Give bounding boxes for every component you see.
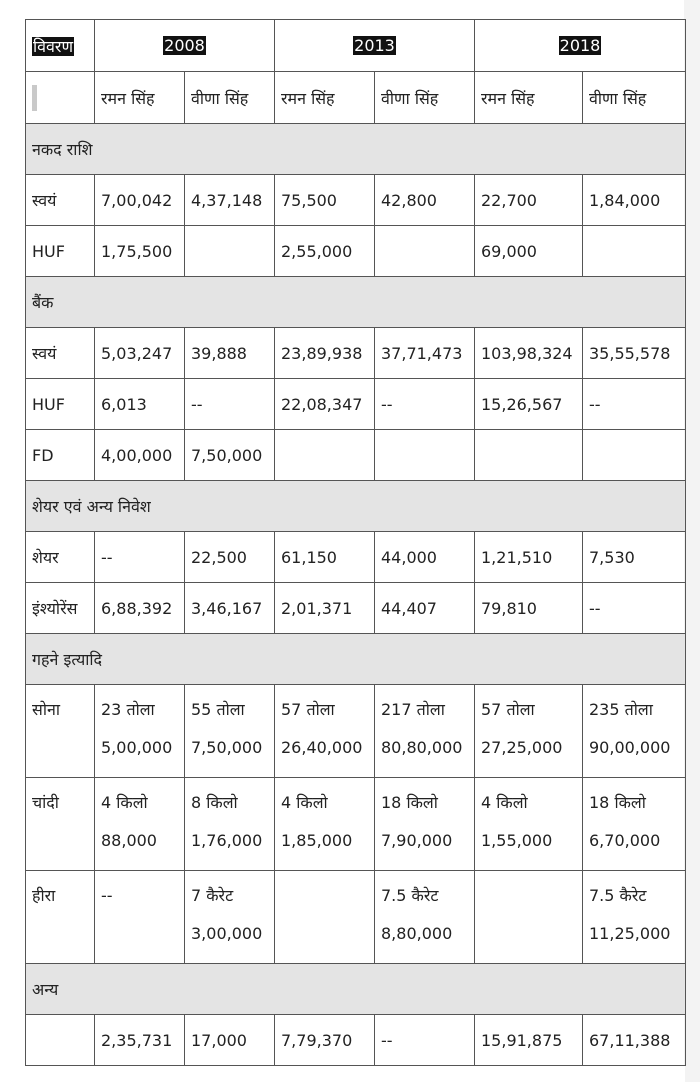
quantity-text: 7.5 कैरेट [589,886,647,905]
value-cell: 23,89,938 [275,328,375,379]
amount-text: 3,00,000 [191,924,263,943]
value-cell: 7,79,370 [275,1015,375,1066]
amount-text: 5,00,000 [101,738,173,757]
name-cell: वीणा सिंह [583,72,686,124]
value-cell [375,430,475,481]
value-cell: 22,08,347 [275,379,375,430]
value-cell [583,430,686,481]
section-title: अन्य [26,964,686,1015]
value-cell [375,871,475,964]
year-label: 2013 [354,36,395,55]
table-row [26,1015,686,1066]
asset-table [25,19,686,1066]
quantity-text: -- [101,886,113,905]
value-cell: 6,013 [95,379,185,430]
value-cell [583,778,686,871]
table-row [26,328,686,379]
year-2018-cell [475,20,686,72]
value-cell: -- [583,583,686,634]
amount-text: 8,80,000 [381,924,453,943]
name-cell: रमन सिंह [475,72,583,124]
value-cell: 1,75,500 [95,226,185,277]
amount-text: 90,00,000 [589,738,671,757]
table-row [26,226,686,277]
quantity-text: 235 तोला [589,700,653,719]
quantity-text: 217 तोला [381,700,445,719]
value-cell: 7,00,042 [95,175,185,226]
header-row-names [26,72,686,124]
bottom-spacer [25,1066,685,1082]
value-cell: 2,55,000 [275,226,375,277]
amount-text: 6,70,000 [589,831,661,850]
amount-text: 27,25,000 [481,738,563,757]
value-cell [95,778,185,871]
header-label: विवरण [33,36,74,56]
row-label: चांदी [26,778,95,871]
table-row [26,583,686,634]
value-cell: 2,35,731 [95,1015,185,1066]
value-cell: -- [185,379,275,430]
value-cell [275,685,375,778]
row-label: हीरा [26,871,95,964]
value-cell [375,778,475,871]
value-cell: 39,888 [185,328,275,379]
quantity-text: 4 किलो [481,793,528,812]
value-cell: 42,800 [375,175,475,226]
value-cell [583,685,686,778]
value-cell: 2,01,371 [275,583,375,634]
value-cell [475,778,583,871]
section-title: नकद राशि [26,124,686,175]
row-label: स्वयं [26,328,95,379]
row-label: FD [26,430,95,481]
value-cell: -- [583,379,686,430]
row-marker-icon [32,85,37,111]
value-cell: 17,000 [185,1015,275,1066]
value-cell [475,430,583,481]
quantity-text: 18 किलो [381,793,438,812]
table-row [26,778,686,871]
row-label: इंश्योरेंस [26,583,95,634]
value-cell: 75,500 [275,175,375,226]
value-cell: 4,00,000 [95,430,185,481]
value-cell [275,871,375,964]
section-title: गहने इत्यादि [26,634,686,685]
year-2008-cell [95,20,275,72]
quantity-text: 57 तोला [281,700,335,719]
value-cell [185,778,275,871]
value-cell [375,685,475,778]
year-2013-cell [275,20,475,72]
value-cell [583,226,686,277]
amount-text: 7,50,000 [191,738,263,757]
name-cell: वीणा सिंह [185,72,275,124]
section-row [26,481,686,532]
value-cell: 37,71,473 [375,328,475,379]
header-label-cell [26,20,95,72]
value-cell: 79,810 [475,583,583,634]
value-cell: 5,03,247 [95,328,185,379]
table-row [26,379,686,430]
value-cell: -- [375,379,475,430]
value-cell: 15,91,875 [475,1015,583,1066]
row-label [26,1015,95,1066]
value-cell: 67,11,388 [583,1015,686,1066]
table-row [26,430,686,481]
quantity-text: 18 किलो [589,793,646,812]
name-cell: वीणा सिंह [375,72,475,124]
value-cell: -- [375,1015,475,1066]
right-margin [684,0,700,1082]
section-title: बैंक [26,277,686,328]
value-cell: 1,84,000 [583,175,686,226]
amount-text: 1,76,000 [191,831,263,850]
row-label: सोना [26,685,95,778]
value-cell [185,226,275,277]
value-cell: 4,37,148 [185,175,275,226]
value-cell: 6,88,392 [95,583,185,634]
year-label: 2008 [164,36,205,55]
value-cell: 15,26,567 [475,379,583,430]
marker-cell [26,72,95,124]
row-label: HUF [26,379,95,430]
section-title: शेयर एवं अन्य निवेश [26,481,686,532]
value-cell [95,871,185,964]
value-cell [185,685,275,778]
amount-text: 80,80,000 [381,738,463,757]
year-label: 2018 [559,36,601,55]
quantity-text: 4 किलो [101,793,148,812]
value-cell: 103,98,324 [475,328,583,379]
table-row [26,532,686,583]
table-row [26,871,686,964]
amount-text: 11,25,000 [589,924,671,943]
table-row [26,685,686,778]
amount-text: 7,90,000 [381,831,453,850]
value-cell: 7,530 [583,532,686,583]
value-cell [375,226,475,277]
row-label: HUF [26,226,95,277]
value-cell [185,871,275,964]
value-cell: 1,21,510 [475,532,583,583]
value-cell [583,871,686,964]
section-row [26,634,686,685]
value-cell: 22,500 [185,532,275,583]
header-row-years [26,20,686,72]
value-cell [475,871,583,964]
quantity-text: 55 तोला [191,700,245,719]
value-cell: 44,000 [375,532,475,583]
value-cell: 22,700 [475,175,583,226]
value-cell [275,430,375,481]
value-cell [275,778,375,871]
row-label: स्वयं [26,175,95,226]
table-row [26,175,686,226]
quantity-text: 7 कैरेट [191,886,234,905]
quantity-text: 7.5 कैरेट [381,886,439,905]
value-cell: -- [95,532,185,583]
section-row [26,277,686,328]
value-cell: 69,000 [475,226,583,277]
value-cell [95,685,185,778]
amount-text: 1,85,000 [281,831,353,850]
name-cell: रमन सिंह [95,72,185,124]
value-cell: 7,50,000 [185,430,275,481]
amount-text: 88,000 [101,831,157,850]
amount-text: 1,55,000 [481,831,553,850]
name-cell: रमन सिंह [275,72,375,124]
quantity-text: 23 तोला [101,700,155,719]
section-row [26,124,686,175]
quantity-text: 8 किलो [191,793,238,812]
value-cell: 44,407 [375,583,475,634]
value-cell: 35,55,578 [583,328,686,379]
value-cell: 3,46,167 [185,583,275,634]
row-label: शेयर [26,532,95,583]
quantity-text: 57 तोला [481,700,535,719]
section-row [26,964,686,1015]
quantity-text: 4 किलो [281,793,328,812]
value-cell: 61,150 [275,532,375,583]
value-cell [475,685,583,778]
amount-text: 26,40,000 [281,738,363,757]
